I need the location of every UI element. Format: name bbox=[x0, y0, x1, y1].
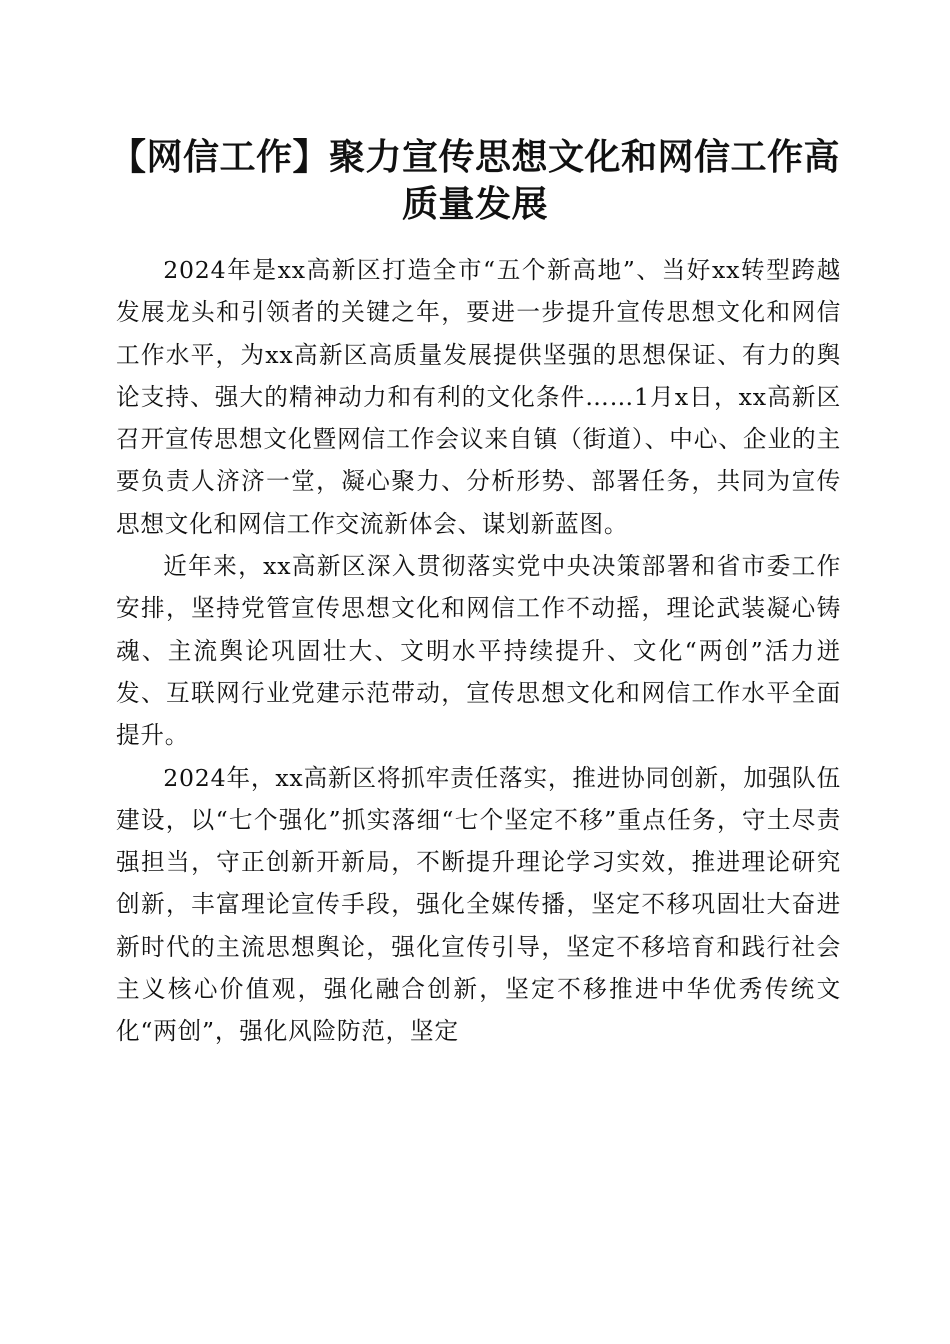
document-title: 【网信工作】聚力宣传思想文化和网信工作高质量发展 bbox=[110, 136, 841, 225]
paragraph-1: 2024年是xx高新区打造全市“五个新高地”、当好xx转型跨越发展龙头和引领者的关键之年，要进一步提升宣传思想文化和网信工作水平，为xx高新区高质量发展提供坚强的思想保证、有力的舆论支持、强大的精神动力和有利的文化条件……1月x日，xx高新区召开宣传思想文化暨网信工作会议来自镇（街道）、中心、企业的主要负责人济济一堂，凝心聚力、分析形势、部署任务，共同为宣传思想文化和网信工作交流新体会、谋划新蓝图。 bbox=[116, 256, 841, 538]
paragraph-2: 近年来，xx高新区深入贯彻落实党中央决策部署和省市委工作安排，坚持党管宣传思想文化和网信工作不动摇，理论武装凝心铸魂、主流舆论巩固壮大、文明水平持续提升、文化“两创”活力迸发、互联网行业党建示范带动，宣传思想文化和网信工作水平全面提升。 bbox=[116, 552, 841, 750]
document-body bbox=[116, 249, 841, 1053]
paragraph-3: 2024年，xx高新区将抓牢责任落实，推进协同创新，加强队伍建设，以“七个强化”抓实落细“七个坚定不移”重点任务，守土尽责强担当，守正创新开新局，不断提升理论学习实效，推进理论研究创新，丰富理论宣传手段，强化全媒传播，坚定不移巩固壮大奋进新时代的主流思想舆论，强化宣传引导，坚定不移培育和践行社会主义核心价值观，强化融合创新，坚定不移推进中华优秀传统文化“两创”，强化风险防范，坚定 bbox=[116, 763, 841, 1046]
